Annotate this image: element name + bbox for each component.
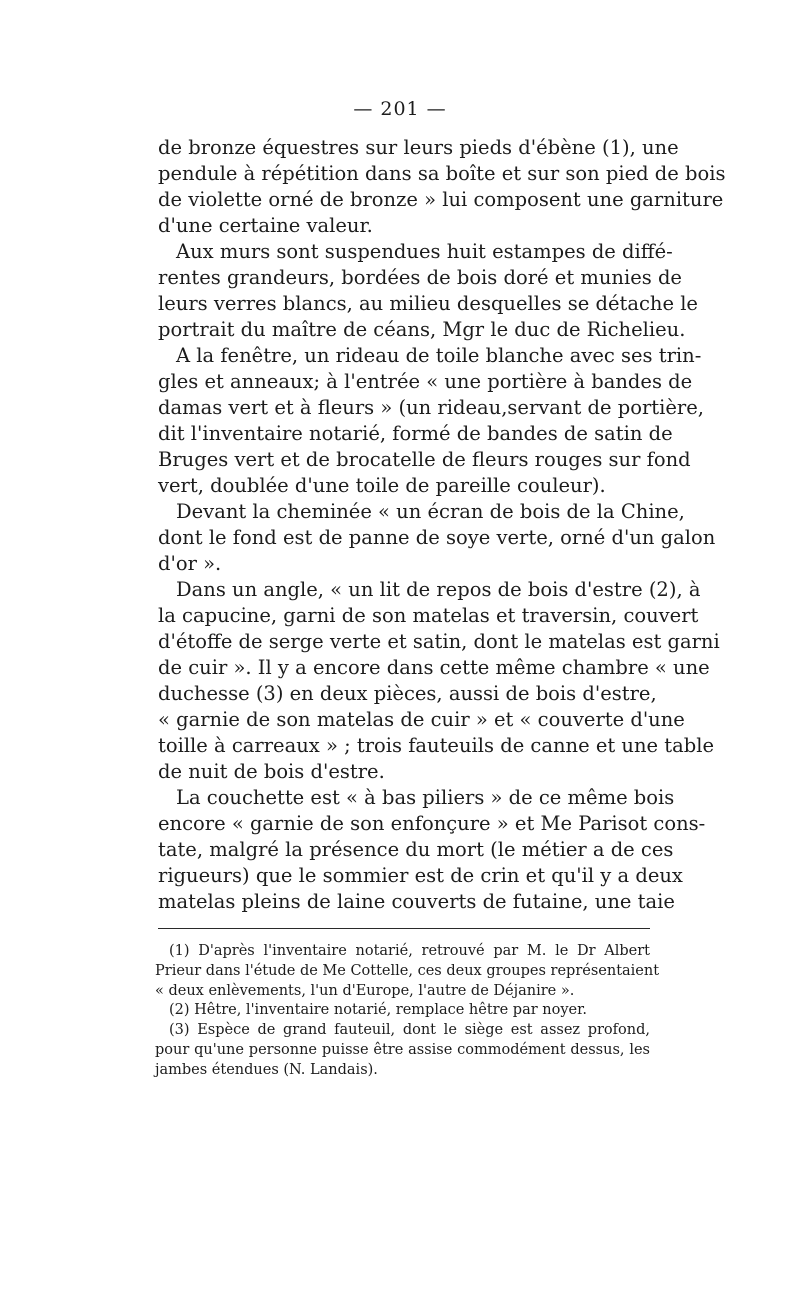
footnote-line: jambes étendues (N. Landais). — [155, 1061, 378, 1078]
body-line: Devant la cheminée « un écran de bois de la Chine, — [176, 500, 685, 523]
body-line: duchesse (3) en deux pièces, aussi de bois d'estre, — [158, 682, 657, 705]
body-line: de bronze équestres sur leurs pieds d'ébène (1), une — [158, 136, 679, 159]
body-line: tate, malgré la présence du mort (le métier a de ces — [158, 838, 674, 861]
footnote-line: pour qu'une personne puisse être assise commodément dessus, les — [155, 1041, 650, 1058]
body-line: Dans un angle, « un lit de repos de bois d'estre (2), à — [176, 578, 701, 601]
body-line: matelas pleins de laine couverts de futaine, une taie — [158, 890, 675, 913]
body-line: damas vert et à fleurs » (un rideau,servant de portière, — [158, 396, 704, 419]
footnotes — [155, 942, 660, 1081]
body-line: toille à carreaux » ; trois fauteuils de canne et une table — [158, 734, 714, 757]
body-line: de nuit de bois d'estre. — [158, 760, 385, 783]
body-line: Aux murs sont suspendues huit estampes de diffé- — [176, 240, 673, 263]
body-line: d'une certaine valeur. — [158, 214, 373, 237]
body-line: dont le fond est de panne de soye verte, orné d'un galon — [158, 526, 716, 549]
body-line: A la fenêtre, un rideau de toile blanche avec ses trin- — [176, 344, 702, 367]
body-line: pendule à répétition dans sa boîte et sur son pied de bois — [158, 162, 726, 185]
footnote-line: Prieur dans l'étude de Me Cottelle, ces deux groupes représentaient — [155, 962, 660, 979]
body-line: la capucine, garni de son matelas et traversin, couvert — [158, 604, 699, 627]
body-line: de violette orné de bronze » lui composent une garniture — [158, 188, 724, 211]
body-line: Bruges vert et de brocatelle de fleurs rouges sur fond — [158, 448, 691, 471]
footnote-line: « deux enlèvements, l'un d'Europe, l'autre de Déjanire ». — [155, 982, 575, 999]
body-line: d'étoffe de serge verte et satin, dont le matelas est garni — [158, 630, 720, 653]
body-line: La couchette est « à bas piliers » de ce même bois — [176, 786, 675, 809]
footnote-divider — [158, 928, 650, 929]
page-number: — 201 — — [353, 98, 447, 120]
footnote-line: (1) D'après l'inventaire notarié, retrouvé par M. le Dr Albert — [169, 943, 650, 959]
footnote-line: (3) Espèce de grand fauteuil, dont le siège est assez profond, — [169, 1022, 650, 1039]
body-line: encore « garnie de son enfonçure » et Me Parisot cons- — [158, 812, 706, 835]
body-line: « garnie de son matelas de cuir » et « couverte d'une — [158, 708, 685, 731]
body-line: portrait du maître de céans, Mgr le duc de Richelieu. — [158, 318, 686, 341]
body-line: de cuir ». Il y a encore dans cette même chambre « une — [158, 656, 710, 679]
body-line: rigueurs) que le sommier est de crin et qu'il y a deux — [158, 864, 683, 887]
body-line: d'or ». — [158, 552, 222, 575]
body-text — [158, 135, 726, 915]
footnote-line: (2) Hêtre, l'inventaire notarié, remplace hêtre par noyer. — [169, 1002, 588, 1019]
body-line: rentes grandeurs, bordées de bois doré et munies de — [158, 266, 682, 289]
body-line: vert, doublée d'une toile de pareille couleur). — [158, 474, 606, 497]
body-line: gles et anneaux; à l'entrée « une portière à bandes de — [158, 370, 693, 393]
body-line: leurs verres blancs, au milieu desquelles se détache le — [158, 292, 698, 315]
body-line: dit l'inventaire notarié, formé de bandes de satin de — [158, 422, 673, 445]
